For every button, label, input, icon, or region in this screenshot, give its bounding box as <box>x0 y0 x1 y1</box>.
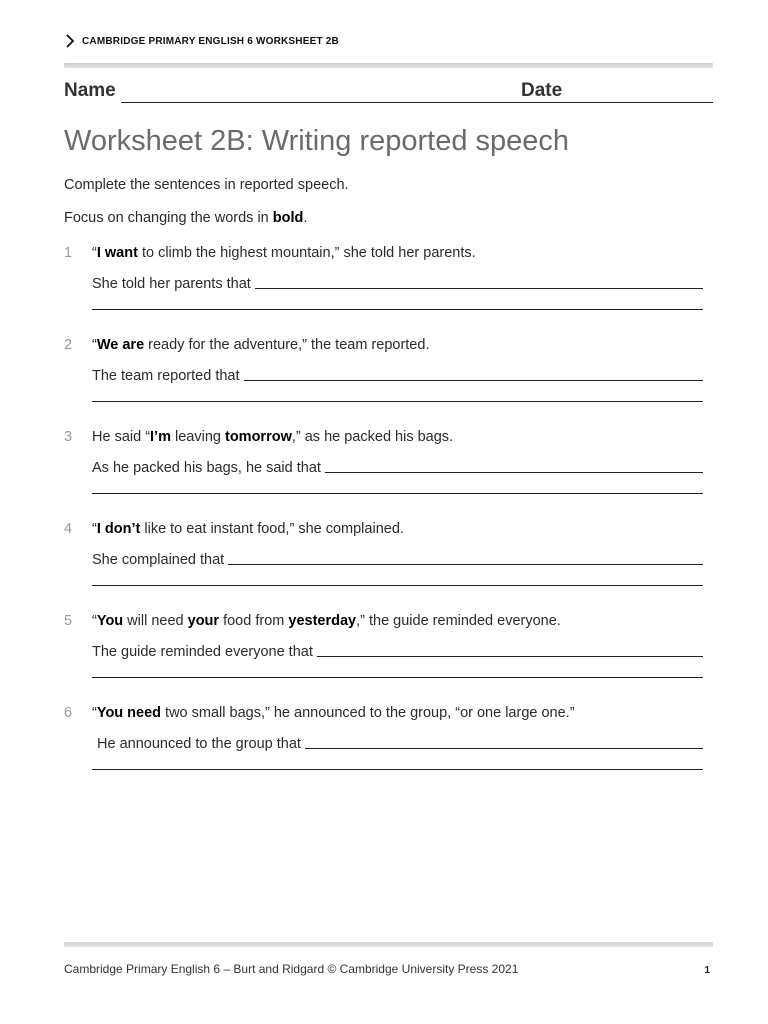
direct-speech-sentence <box>92 245 476 261</box>
bold-phrase: I don’t <box>96 521 141 537</box>
answer-row <box>92 548 703 568</box>
bold-phrase: I want <box>96 245 138 261</box>
date-label: Date <box>521 80 563 101</box>
direct-speech-sentence <box>92 613 561 629</box>
footer-divider <box>64 942 713 947</box>
bold-phrase: your <box>187 613 220 629</box>
name-label: Name <box>64 80 116 101</box>
name-date-row <box>64 80 713 106</box>
answer-line-continuation[interactable] <box>92 677 703 678</box>
direct-speech-sentence <box>92 705 575 721</box>
sentence-text: “ <box>92 613 97 629</box>
sentence-text: will need <box>123 613 188 629</box>
answer-line[interactable] <box>317 656 703 657</box>
reported-speech-prompt: The team reported that <box>92 368 240 384</box>
sentence-text: “ <box>92 521 97 537</box>
header-divider <box>64 63 713 68</box>
sentence-text: “ <box>92 705 97 721</box>
date-field[interactable] <box>569 102 713 103</box>
question-item <box>0 705 768 785</box>
name-field[interactable] <box>121 102 582 103</box>
instruction-line-2 <box>64 210 307 226</box>
question-number: 3 <box>64 429 73 445</box>
sentence-text: to climb the highest mountain,” she told her parents. <box>137 245 476 261</box>
page-number: 1 <box>704 965 710 976</box>
bold-phrase: You <box>96 613 124 629</box>
page-title: Worksheet 2B: Writing reported speech <box>64 125 570 157</box>
reported-speech-prompt: She complained that <box>92 552 225 568</box>
question-item <box>0 245 768 325</box>
answer-line[interactable] <box>228 564 703 565</box>
bold-phrase: tomorrow <box>225 429 292 445</box>
sentence-text: two small bags,” he announced to the group, “or one large one.” <box>161 705 575 721</box>
question-number: 5 <box>64 613 73 629</box>
reported-speech-prompt: He announced to the group that <box>97 736 301 752</box>
running-title: CAMBRIDGE PRIMARY ENGLISH 6 WORKSHEET 2B <box>82 35 339 47</box>
answer-line-continuation[interactable] <box>92 493 703 494</box>
question-item <box>0 337 768 417</box>
bold-phrase: yesterday <box>288 613 357 629</box>
answer-line[interactable] <box>325 472 703 473</box>
question-number: 2 <box>64 337 73 353</box>
answer-row <box>97 732 703 752</box>
bold-phrase: I’m <box>150 429 171 445</box>
answer-row <box>92 456 703 476</box>
answer-line[interactable] <box>255 288 703 289</box>
instruction-text: Focus on changing the words in <box>64 210 273 226</box>
direct-speech-sentence <box>92 429 453 445</box>
question-item <box>0 521 768 601</box>
sentence-text: like to eat instant food,” she complained. <box>140 521 404 537</box>
answer-line[interactable] <box>244 380 704 381</box>
chevron-right-icon <box>64 33 76 49</box>
question-item <box>0 613 768 693</box>
sentence-text: ,” as he packed his bags. <box>291 429 454 445</box>
answer-row <box>92 272 703 292</box>
instruction-line-1: Complete the sentences in reported speech. <box>64 177 349 193</box>
direct-speech-sentence <box>92 337 429 353</box>
question-item <box>0 429 768 509</box>
question-number: 1 <box>64 245 73 261</box>
answer-line-continuation[interactable] <box>92 585 703 586</box>
answer-line-continuation[interactable] <box>92 769 703 770</box>
question-number: 6 <box>64 705 73 721</box>
sentence-text: ready for the adventure,” the team reported. <box>144 337 430 353</box>
instruction-bold-word: bold <box>272 210 304 226</box>
bold-phrase: We are <box>96 337 145 353</box>
sentence-text: ,” the guide reminded everyone. <box>356 613 561 629</box>
answer-row <box>92 640 703 660</box>
question-number: 4 <box>64 521 73 537</box>
reported-speech-prompt: The guide reminded everyone that <box>92 644 313 660</box>
answer-line[interactable] <box>305 748 703 749</box>
answer-row <box>92 364 703 384</box>
bold-phrase: You need <box>96 705 162 721</box>
sentence-text: He said “ <box>92 429 151 445</box>
running-header <box>64 33 339 49</box>
instruction-period: . <box>303 210 308 226</box>
reported-speech-prompt: As he packed his bags, he said that <box>92 460 321 476</box>
sentence-text: leaving <box>170 429 225 445</box>
reported-speech-prompt: She told her parents that <box>92 276 251 292</box>
answer-line-continuation[interactable] <box>92 309 703 310</box>
sentence-text: “ <box>92 245 97 261</box>
answer-line-continuation[interactable] <box>92 401 703 402</box>
sentence-text: food from <box>219 613 289 629</box>
direct-speech-sentence <box>92 521 404 537</box>
footer-credit: Cambridge Primary English 6 – Burt and Ridgard © Cambridge University Press 2021 <box>64 962 519 976</box>
sentence-text: “ <box>92 337 97 353</box>
